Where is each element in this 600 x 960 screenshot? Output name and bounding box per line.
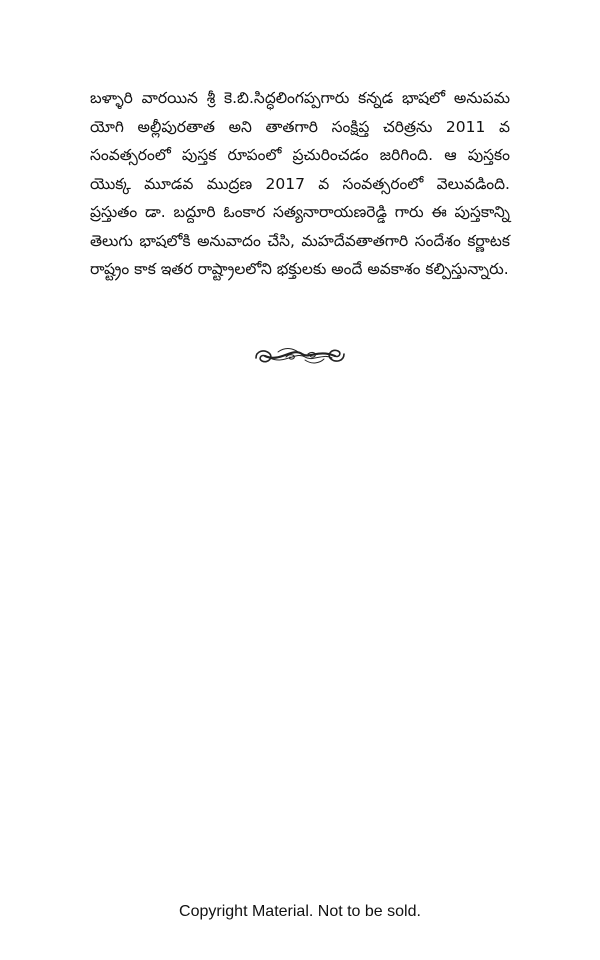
body-paragraph: బళ్ళారి వారయిన శ్రీ కె.బి.సిద్ధలింగప్పగారు కన్నడ భాషలో అనుపమ యోగి అల్లీపురతాత అని తాతగారి సంక్షిప్త చరిత్రను 2011 వ సంవత్సరంలో పుస్తక రూపంలో ప్రచురించడం జరిగింది. ఆ పుస్తకం యొక్క మూడవ ముద్రణ 2017 వ సంవత్సరంలో వెలువడింది. ప్రస్తుతం డా. బద్దూరి ఓంకార సత్యనారాయణరెడ్డి గారు ఈ పుస్తకాన్ని తెలుగు భాషలోకి అనువాదం చేసి, మహదేవతాతగారి సందేశం కర్ణాటక రాష్ట్రం కాక ఇతర రాష్ట్రాలలోని భక్తులకు అందే అవకాశం కల్పిస్తున్నారు. — [90, 89, 510, 278]
flourish-divider-icon — [250, 343, 350, 369]
copyright-footer: Copyright Material. Not to be sold. — [179, 903, 421, 920]
